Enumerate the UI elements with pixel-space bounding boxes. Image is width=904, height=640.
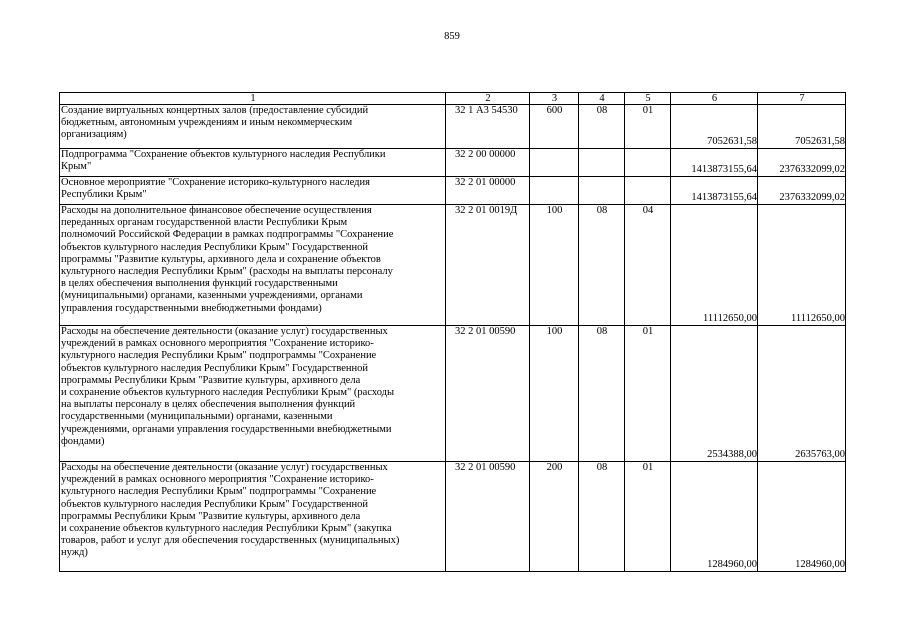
row-code: 32 2 01 00590 — [446, 326, 530, 462]
column-header: 2 — [446, 93, 530, 105]
row-col4 — [579, 177, 625, 205]
row-col5 — [625, 177, 671, 205]
row-code: 32 2 01 0019Д — [446, 205, 530, 326]
row-description: Расходы на обеспечение деятельности (оказание услуг) государственных учреждений в рамках основного мероприятия "Сохранение историко- культурного наследия Республики Крым" подпрограммы "Сохранение объектов культурного наследия Республики Крым" Государственной программы Республики Крым "Развитие культуры, архивного дела и сохранение объектов культурного наследия Республики Крым" (закупка товаров, работ и услуг для обеспечения государственных (муниципальных) нужд) — [60, 462, 446, 572]
row-col3 — [530, 177, 579, 205]
row-code: 32 1 А3 54530 — [446, 105, 530, 149]
row-amount1: 1413873155,64 — [671, 177, 758, 205]
column-header: 3 — [530, 93, 579, 105]
table-row — [60, 105, 846, 149]
row-amount1: 11112650,00 — [671, 205, 758, 326]
row-col4 — [579, 149, 625, 177]
row-code: 32 2 00 00000 — [446, 149, 530, 177]
row-description: Подпрограмма "Сохранение объектов культурного наследия Республики Крым" — [60, 149, 446, 177]
row-col3: 200 — [530, 462, 579, 572]
row-code: 32 2 01 00590 — [446, 462, 530, 572]
column-header: 7 — [758, 93, 846, 105]
row-col3: 100 — [530, 205, 579, 326]
row-col3 — [530, 149, 579, 177]
row-amount2: 7052631,58 — [758, 105, 846, 149]
table-row — [60, 462, 846, 572]
row-col4: 08 — [579, 205, 625, 326]
row-description: Расходы на дополнительное финансовое обеспечение осуществления переданных органам государственной власти Республики Крым полномочий Российской Федерации в рамках подпрограммы "Сохранение объектов культурного наследия Республики Крым" Государственной программы "Развитие культуры, архивного дела и сохранение объектов культурного наследия Республики Крым" (расходы на выплаты персоналу в целях обеспечения выполнения функций государственными (муниципальными) органами, казенными учреждениями, органами управления государственными внебюджетными фондами) — [60, 205, 446, 326]
row-col3: 600 — [530, 105, 579, 149]
column-header: 6 — [671, 93, 758, 105]
row-amount1: 1284960,00 — [671, 462, 758, 572]
row-col5: 01 — [625, 462, 671, 572]
row-col3: 100 — [530, 326, 579, 462]
row-amount2: 2376332099,02 — [758, 149, 846, 177]
row-description: Расходы на обеспечение деятельности (оказание услуг) государственных учреждений в рамках основного мероприятия "Сохранение историко- культурного наследия Республики Крым" подпрограммы "Сохранение объектов культурного наследия Республики Крым" Государственной программы Республики Крым "Развитие культуры, архивного дела и сохранение объектов культурного наследия Республики Крым" (расходы на выплаты персоналу в целях обеспечения выполнения функций государственными (муниципальными) органами, казенными учреждениями, органами управления государственными внебюджетными фондами) — [60, 326, 446, 462]
page-number: 859 — [444, 31, 460, 42]
row-amount1: 2534388,00 — [671, 326, 758, 462]
row-amount2: 11112650,00 — [758, 205, 846, 326]
row-description: Основное мероприятие "Сохранение историко-культурного наследия Республики Крым" — [60, 177, 446, 205]
table-row — [60, 205, 846, 326]
row-col5 — [625, 149, 671, 177]
row-amount2: 2376332099,02 — [758, 177, 846, 205]
row-amount2: 2635763,00 — [758, 326, 846, 462]
row-amount1: 1413873155,64 — [671, 149, 758, 177]
row-col5: 04 — [625, 205, 671, 326]
row-col5: 01 — [625, 326, 671, 462]
table-row — [60, 326, 846, 462]
row-amount2: 1284960,00 — [758, 462, 846, 572]
row-code: 32 2 01 00000 — [446, 177, 530, 205]
table-row — [60, 149, 846, 177]
row-amount1: 7052631,58 — [671, 105, 758, 149]
row-col4: 08 — [579, 326, 625, 462]
row-col5: 01 — [625, 105, 671, 149]
table-row — [60, 177, 846, 205]
column-header: 1 — [60, 93, 446, 105]
table-header-row — [60, 93, 846, 105]
row-col4: 08 — [579, 462, 625, 572]
column-header: 5 — [625, 93, 671, 105]
row-description: Создание виртуальных концертных залов (предоставление субсидий бюджетным, автономным учреждениям и иным некоммерческим организациям) — [60, 105, 446, 149]
column-header: 4 — [579, 93, 625, 105]
budget-table — [59, 92, 846, 572]
row-col4: 08 — [579, 105, 625, 149]
